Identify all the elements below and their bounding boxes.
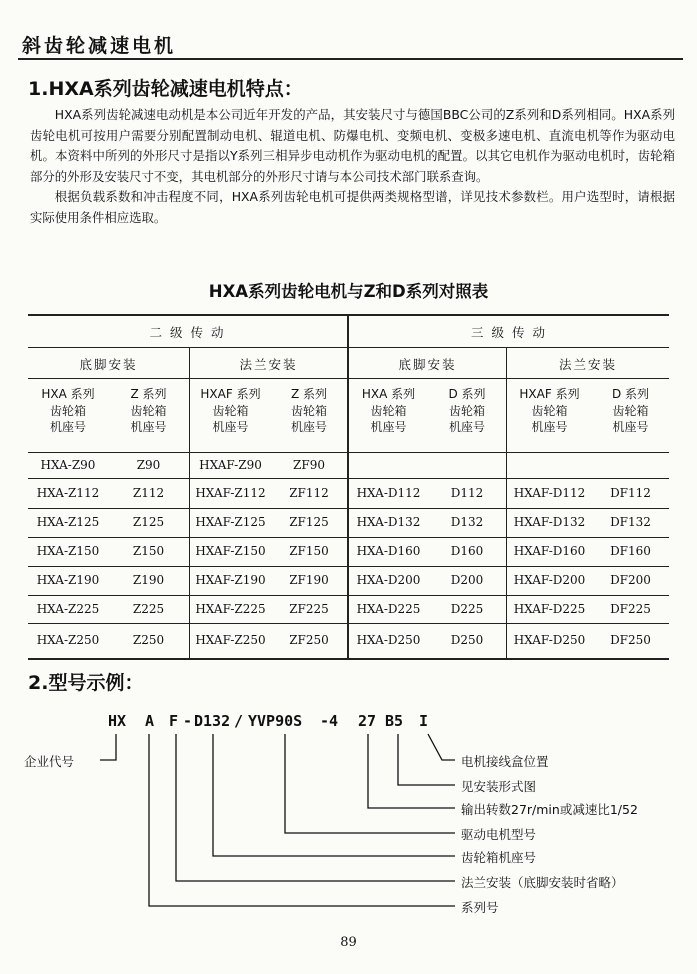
table-cell: HXA-Z90 — [40, 457, 96, 472]
header-flange-mount-2stage: 法兰安装 — [239, 357, 298, 372]
table-cell: D250 — [450, 633, 484, 647]
table-cell: HXA-D200 — [356, 573, 421, 587]
table-cell: Z250 — [132, 633, 165, 647]
code-part-b5: B5 — [385, 712, 404, 730]
table-cell: HXA-Z150 — [36, 544, 100, 558]
table-cell: DF160 — [610, 544, 651, 558]
table-cell: HXA-Z225 — [36, 601, 100, 616]
header-foot-mount-3stage: 底脚安装 — [398, 357, 457, 372]
table-cell: Z125 — [132, 515, 165, 529]
table-cell: HXA-Z112 — [36, 485, 100, 500]
table-cell: ZF225 — [289, 601, 329, 616]
label-enterprise-code: 企业代号 — [24, 754, 75, 769]
table-cell: HXAF-Z250 — [195, 633, 266, 647]
code-part-terminal: I — [419, 712, 429, 730]
paragraph-2: 根据负载系数和冲击程度不同，HXA系列齿轮电机可提供两类规格型谱，详见技术参数栏。用户选型时，请根据实际使用条件相应选取。 — [30, 189, 675, 225]
table-cell: D112 — [450, 485, 484, 500]
section-1-title: 1.HXA系列齿轮减速电机特点： — [28, 78, 303, 100]
table-cell: HXA-D250 — [356, 633, 421, 647]
table-cell: Z150 — [132, 544, 165, 558]
label-gearbox-frame: 齿轮箱机座号 — [461, 850, 537, 865]
column-header: HXAF 系列 齿轮箱 机座号 — [519, 387, 580, 434]
table-cell: Z190 — [132, 573, 165, 587]
code-part-f: F — [169, 712, 179, 730]
code-part-slash: / — [234, 712, 244, 730]
label-output-speed: 输出转数27r/min或减速比1/52 — [461, 802, 638, 817]
column-header: HXAF 系列 齿轮箱 机座号 — [200, 387, 261, 434]
table-title: HXA系列齿轮电机与Z和D系列对照表 — [208, 282, 489, 301]
column-header: D 系列 齿轮箱 机座号 — [448, 387, 486, 434]
table-cell: HXA-D132 — [356, 515, 421, 529]
table-cell: DF225 — [610, 601, 651, 616]
table-cell: DF132 — [610, 515, 651, 529]
code-part-yvp90s: YVP90S — [248, 712, 303, 730]
code-part-d132: D132 — [194, 712, 231, 730]
code-part-pole: -4 — [320, 712, 339, 730]
column-header: HXA 系列 齿轮箱 机座号 — [361, 387, 416, 434]
page-number: 89 — [340, 935, 357, 950]
table-cell: HXAF-Z225 — [195, 601, 266, 616]
table-cell: ZF125 — [289, 515, 329, 529]
label-drive-motor: 驱动电机型号 — [461, 827, 537, 842]
column-header: D 系列 齿轮箱 机座号 — [611, 387, 650, 434]
code-part-speed: 27 — [358, 712, 377, 730]
table-cell: HXA-Z125 — [36, 515, 100, 529]
table-cell: ZF190 — [289, 573, 329, 587]
header-two-stage: 二 级 传 动 — [149, 325, 226, 340]
table-cell: ZF90 — [293, 457, 325, 472]
table-cell: HXA-D160 — [356, 544, 421, 558]
label-flange-mount: 法兰安装（底脚安装时省略） — [461, 875, 624, 890]
table-cell: HXAF-Z90 — [199, 457, 262, 472]
table-cell: D160 — [450, 544, 484, 558]
column-header: HXA 系列 齿轮箱 机座号 — [41, 387, 95, 434]
table-cell: ZF250 — [289, 633, 329, 647]
table-cell: HXAF-Z150 — [195, 544, 266, 558]
table-cell: HXAF-D112 — [513, 485, 586, 500]
column-header: Z 系列 齿轮箱 机座号 — [290, 387, 328, 434]
table-cell: DF250 — [610, 633, 651, 647]
table-cell: Z225 — [132, 601, 165, 616]
table-cell: HXA-Z190 — [36, 573, 100, 587]
table-cell: Z112 — [132, 485, 165, 500]
label-mount-form: 见安装形式图 — [461, 779, 537, 794]
table-cell: HXAF-D200 — [513, 573, 586, 587]
table-cell: ZF112 — [289, 485, 329, 500]
table-cell: D132 — [450, 515, 484, 529]
header-three-stage: 三 级 传 动 — [471, 325, 547, 340]
table-cell: HXAF-Z190 — [195, 573, 266, 587]
table-cell: HXAF-D225 — [513, 601, 586, 616]
table-cell: HXAF-D160 — [513, 544, 586, 558]
code-part-dash: - — [183, 712, 193, 730]
table-cell: ZF150 — [289, 544, 329, 558]
table-cell: HXA-D112 — [356, 485, 421, 500]
table-cell: HXAF-D250 — [513, 633, 586, 647]
running-head: 斜齿轮减速电机 — [22, 35, 177, 57]
table-cell: HXA-D225 — [356, 601, 421, 616]
table-cell: HXA-Z250 — [36, 633, 100, 647]
label-series: 系列号 — [461, 900, 499, 915]
table-cell: Z90 — [136, 457, 161, 472]
paragraph-1: HXA系列齿轮减速电动机是本公司近年开发的产品，其安装尺寸与德国BBC公司的Z系列和D系列相同。HXA系列齿轮电机可按用户需要分别配置制动电机、辊道电机、防爆电机、变频电机、变极多速电机、直流电机等作为驱动电机。本资料中所列的外形尺寸是指以Y系列三相异步电动机作为驱动电机的配置。以其它电机作为驱动电机时，齿轮箱部分的外形及安装尺寸不变，其电机部分的外形尺寸请与本公司技术部门联系查询。 — [30, 107, 675, 184]
header-flange-mount-3stage: 法兰安装 — [558, 357, 617, 372]
table-cell: HXAF-D132 — [513, 515, 586, 529]
table-cell: HXAF-Z125 — [195, 515, 266, 529]
table-cell: D225 — [450, 601, 484, 616]
header-foot-mount-2stage: 底脚安装 — [79, 357, 138, 372]
label-terminal-box: 电机接线盒位置 — [461, 754, 549, 769]
table-cell: D200 — [450, 573, 484, 587]
code-part-hx: HX — [108, 712, 127, 730]
table-cell: HXAF-Z112 — [195, 485, 266, 500]
column-header: Z 系列 齿轮箱 机座号 — [130, 387, 167, 434]
table-cell: DF200 — [610, 573, 651, 587]
section-2-title: 2.型号示例： — [28, 672, 144, 694]
table-cell: DF112 — [610, 485, 651, 500]
code-part-a: A — [145, 712, 155, 730]
